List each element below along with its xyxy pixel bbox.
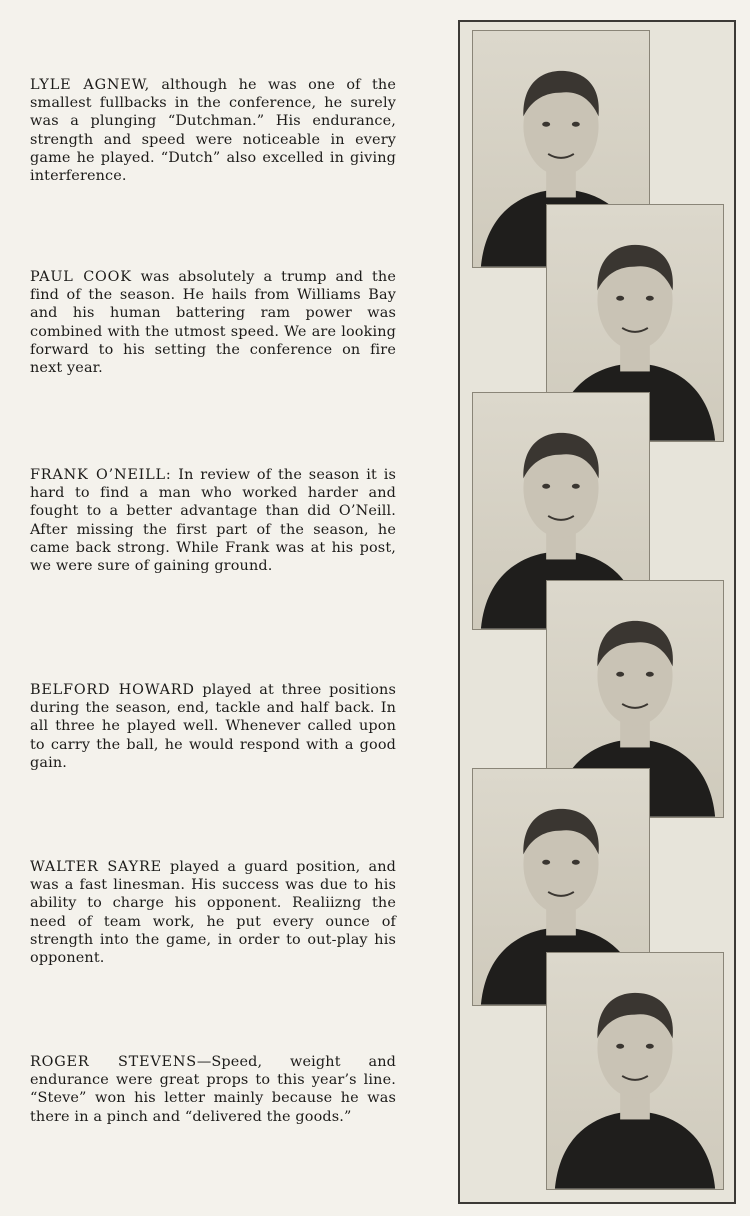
eye-right-shape [572,122,580,127]
player-name: ROGER STEVENS [30,1054,197,1070]
eye-right-shape [646,672,654,677]
player-description: was absolutely a trump and the find of the season. He hails from Williams Bay and his human battering ram power was combined with the utmost speed. We are looking forward to his setting the conference on fire next year. [30,269,396,377]
player-name: BELFORD HOWARD [30,682,195,698]
eye-left-shape [616,296,624,301]
bio-lyle-agnew [30,76,396,185]
player-name: FRANK O’NEILL: [30,467,172,483]
eye-left-shape [616,1044,624,1049]
player-description: although he was one of the smallest fullbacks in the conference, he surely was a plunging “Dutchman.” His endurance, strength and speed were noticeable in every game he played. “Dutch” also excelled in giving interference. [30,77,396,185]
portrait-figure [547,953,723,1189]
player-description: In review of the season it is hard to find a man who worked harder and fought to a better advantage than did O’Neill. After missing the first part of the season, he came back strong. While Frank was at his post, we were sure of gaining ground. [30,467,396,575]
player-name: PAUL COOK [30,269,132,285]
eye-left-shape [616,672,624,677]
portrait-roger-stevens [546,952,724,1190]
player-description: —Speed, weight and endurance were great props to this year’s line. “Steve” won his letter mainly because he was there in a pinch and “delivered the goods.” [30,1054,396,1125]
bio-walter-sayre [30,858,396,967]
player-description: played a guard position, and was a fast linesman. His success was due to his ability to charge his opponent. Realiizng the need of team work, he put every ounce of strength into the game, in order to out-play his opponent. [30,859,396,967]
eye-right-shape [572,860,580,865]
player-name: WALTER SAYRE [30,859,162,875]
eye-right-shape [646,1044,654,1049]
bio-frank-oneill [30,466,396,575]
bio-belford-howard [30,681,396,772]
player-description: played at three positions during the season, end, tackle and half back. In all three he played well. Whenever called upon to carry the ball, he would respond with a good gain. [30,682,396,771]
bio-roger-stevens [30,1053,396,1126]
photo-strip [458,20,736,1204]
eye-left-shape [542,860,550,865]
eye-right-shape [572,484,580,489]
eye-right-shape [646,296,654,301]
eye-left-shape [542,122,550,127]
bio-paul-cook [30,268,396,377]
sweater-shape [555,1112,715,1189]
eye-left-shape [542,484,550,489]
player-name: LYLE AGNEW, [30,77,151,93]
